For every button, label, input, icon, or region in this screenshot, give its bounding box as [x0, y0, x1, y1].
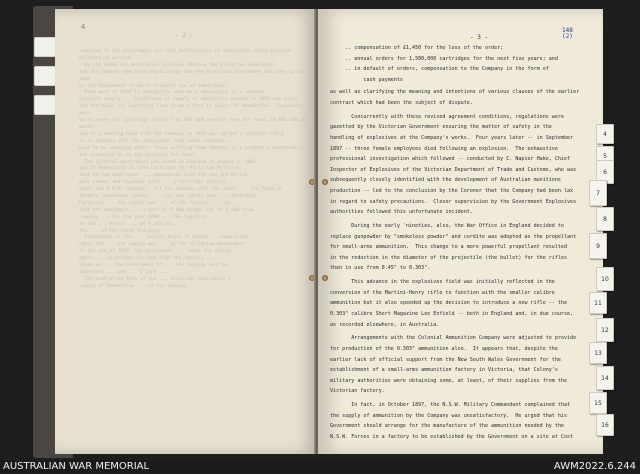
body-text-line: production -- led to the conclusion by the Coroner that the Company had been lax [330, 188, 574, 194]
index-tab[interactable]: 9 [589, 233, 607, 259]
body-text-line: earlier lack of official support from the New South Wales Government for the [330, 356, 561, 363]
body-text-line: then in use from 0.45" to 0.303". [330, 265, 431, 272]
handwritten-folio-note [562, 28, 573, 40]
folio-number: 148 [562, 27, 573, 34]
body-text-line: contract which had been the subject of dispute. [330, 100, 473, 106]
body-text-line: as recorded elsewhere, in Australia. [330, 321, 440, 328]
body-text-line: the supply of ammunition by the Company was unsatisfactory. He urged that his [330, 412, 568, 419]
left-edge-tab [34, 95, 56, 115]
body-text-line: Arrangements with the Colonial Ammunition Company were adjusted to provide [330, 335, 577, 342]
body-text-line: .. in default of orders, compensation to the Company in the form of [330, 66, 549, 73]
body-text-line: 0.303" calibre Short Magazine Lee Enfield -- both in England and, in due course, [330, 311, 574, 317]
index-tab[interactable]: 15 [589, 392, 607, 414]
index-tab[interactable]: 12 [596, 318, 614, 342]
body-text-line: During the early 'nineties, also, the War Office in England decided to [330, 223, 564, 229]
index-tab[interactable]: 8 [596, 207, 614, 231]
index-tab[interactable]: 4 [596, 124, 614, 144]
body-text-line: Government should arrange for the manufacture of the ammunition needed by the [330, 423, 564, 430]
body-text-line: 1897 -- three female employees died following an explosion. The exhaustive [330, 145, 558, 152]
body-text-line: as well as clarifying the meaning and intentions of various clauses of the earlier [330, 89, 580, 96]
left-page-bleed-through-text: supplied to the Government and that deficiencies of ammunition would preclude military in wartime. By the 1890s all Australian Colonies (before the Victorian Government and the Company had been negotiating) and the Victorian Government had been given them by the Government of which Colonial use of Ammunition. Plan were at hand to reorganise once more ammunition as a measure military supply... Conditions of supply of ammunition became in 1892 two years and the basis for exporting from no more than in favour of Ammunition. Colonials were to increase the cartridge output from 900 000 and the fees the rates 20 000 000 per month, and at a meeting held with the Company in 1893 was agreed a contract and a to be stopped with the ammunition from later colonies... have to be accepted within those existing them factors in a primarily maintenance are necessary to be the military the local. The Colonial government was aimed in England at August 1, 1891, and of Ammunition at 1894 Cartridge for Victorian Military that we had been under ... ammunition with the new and Ballah more powder and together with ... a Cartridge factory ... under the M.H.P. company. All the factory with the other ... the Pindo 8 factory (smokeless powder) ... the two limits were ... Australia. Factories ... the output was ... of the factory ... the that the amendment ... a cost of 1 000 bought out of 4 000 from Company ... for the year 1898 ... the supplies at the ... Harris ... an 0.303 cal, the ... of The Chief Ordnance Production at the ... factory began at almost .. ammunition until the ... the supply was ... by the Victorian Government. In the end of 1893, the Government ... found the output again ... cartridges per day from the factory ... taken up ... the Government of ... the Company and the machinery ... was ... 1 June ... The Australian then of the ... Victorian Government's supply of Ammunition ... of the Company ... [79, 49, 309, 289]
body-text-line: Inspector of Explosives of the Victorian Department of Trade and Customs, who was [330, 166, 577, 173]
body-text-line: Concurrently with these revised agreement conditions, regulations were [330, 113, 564, 120]
left-page-number: - 2 - [175, 32, 194, 39]
index-tab[interactable]: 11 [589, 292, 607, 314]
left-edge-tab [34, 37, 56, 57]
index-tab[interactable]: 10 [596, 267, 614, 291]
body-text-line: professional investigation which followed -- conducted by C. Napier Hake, Chief [330, 156, 571, 163]
left-edge-tab [34, 66, 56, 86]
body-text-line: cash payments [330, 76, 403, 83]
body-text-line: Victorian factory. [330, 388, 385, 395]
left-page [55, 9, 317, 454]
body-text-line: authorities followed this unfortunate incident. [330, 209, 473, 216]
folio-subnumber: (2) [562, 33, 573, 40]
body-text-line: establishment of a small-arms ammunition factory in Victoria, that Colony's [330, 367, 558, 374]
body-text-line: .. annual orders for 1,500,000 cartridges for the next five years; and [330, 55, 558, 62]
index-tab[interactable]: 7 [589, 180, 607, 206]
left-page-corner-mark: 4 [81, 23, 86, 31]
institution-caption: AUSTRALIAN WAR MEMORIAL [3, 461, 150, 472]
record-id-caption: AWM2022.6.244 [553, 461, 636, 472]
binding-hole [322, 275, 328, 281]
body-text-line: subsequently closely identified with the development of Australian munitions [330, 177, 561, 184]
body-text-line: handling of explosives at the Company's works. Four years later -- in September [330, 135, 574, 141]
index-tab[interactable]: 13 [589, 342, 607, 364]
body-text-line: In fact, in October 1897, the N.S.W. Military Commandant complained that [330, 402, 571, 409]
binding-hole [322, 179, 328, 185]
body-text-line: for production of the 0.303" ammunition also. It appears that, despite the [330, 346, 558, 352]
index-tab[interactable]: 16 [596, 414, 614, 436]
body-text-line: replace gunpowder by "smokeless powder" and cordite was adopted as the propellant [330, 233, 577, 240]
body-text-line: This advance in the explosives field was initially reflected in the [330, 279, 555, 286]
body-text-line: N.S.W. Forces in a factory to be established by the Government on a site at Cost [330, 434, 574, 440]
right-page [318, 9, 603, 454]
index-tab[interactable]: 14 [596, 366, 614, 390]
body-text-line: ammunition but it also speeded up the decision to introduce a new rifle -- the [330, 300, 568, 307]
body-text-line: in regard to safety precautions. Closer supervision by the Government Explosives [330, 198, 577, 205]
body-text-line: .. compensation of £1,450 for the loss of the order; [330, 45, 504, 51]
body-text-line: in the reduction in the diameter of the projectile (the bullet) for the rifles [330, 254, 568, 261]
right-page-number: - 3 - [470, 34, 489, 41]
caption-bar [0, 460, 640, 474]
index-tabs [587, 0, 627, 460]
body-text-line: gazetted by the Victorian Government ensuring the matter of safety in the [330, 124, 552, 131]
index-tab[interactable]: 5 [596, 146, 614, 166]
body-text-line: conversion of the Martini-Henry rifle to function with the smaller calibre [330, 289, 555, 296]
body-text-line: military authorities were obtaining some, at least, of their supplies from the [330, 377, 568, 384]
index-tab[interactable]: 6 [596, 160, 614, 184]
body-text-line: for small-arms ammunition. This change to a more powerful propellant resulted [330, 244, 568, 251]
